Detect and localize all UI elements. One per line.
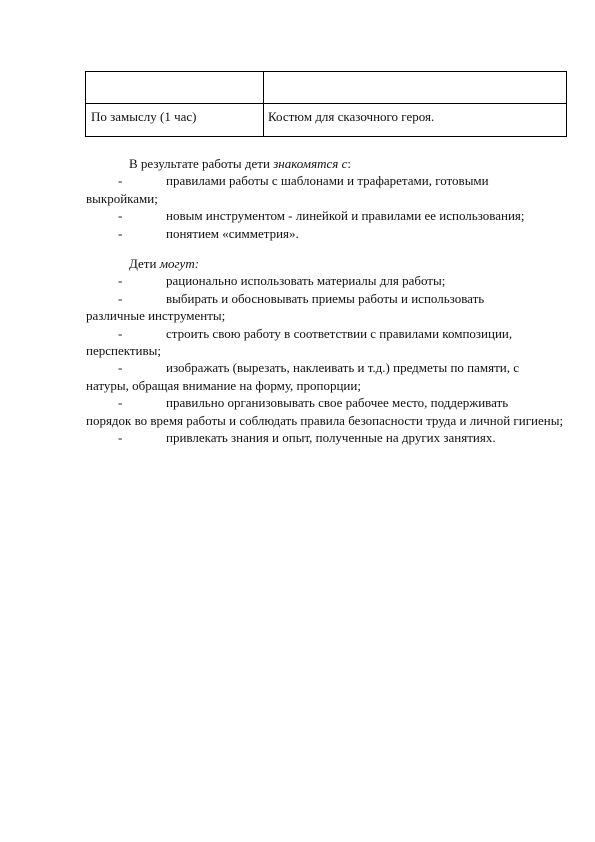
- table-cell-title: Костюм для сказочного героя.: [268, 109, 435, 124]
- section1-intro-suffix: :: [347, 156, 351, 171]
- list-item-continuation: различные инструменты;: [86, 308, 226, 324]
- list-item: [118, 429, 566, 446]
- section1-intro-italic: знакомятся с: [273, 156, 348, 171]
- list-item-text: правильно организовывать свое рабочее место, поддерживать: [166, 395, 509, 411]
- list-item-text: правилами работы с шаблонами и трафаретами, готовыми: [166, 173, 489, 189]
- list-item-text: новым инструментом - линейкой и правилами ее использования;: [166, 208, 525, 224]
- list-item: [118, 172, 566, 189]
- list-bullet: -: [118, 430, 123, 446]
- table-row-divider: [86, 103, 566, 104]
- list-item-text: привлекать знания и опыт, полученные на других занятиях.: [166, 430, 496, 446]
- list-item-continuation: перспективы;: [86, 343, 161, 359]
- list-bullet: -: [118, 225, 123, 241]
- table-cell-topic: По замыслу (1 час): [91, 109, 197, 124]
- list-item: [118, 290, 566, 307]
- list-bullet: -: [118, 173, 123, 189]
- list-item-text: изображать (вырезать, наклеивать и т.д.) предметы по памяти, с: [166, 360, 519, 376]
- section2-intro-prefix: Дети: [129, 256, 160, 272]
- list-item: [118, 207, 566, 224]
- table-column-divider: [263, 72, 264, 136]
- list-item-continuation: натуры, обращая внимание на форму, пропорции;: [86, 377, 361, 393]
- schedule-table: [85, 71, 567, 137]
- section2-intro: [118, 255, 566, 272]
- section1-intro: [118, 155, 566, 172]
- list-item: [118, 325, 566, 342]
- list-item-text: рационально использовать материалы для работы;: [166, 273, 446, 289]
- list-item-text: выбирать и обосновывать приемы работы и использовать: [166, 290, 485, 306]
- list-bullet: -: [118, 360, 123, 376]
- list-item: [118, 225, 566, 242]
- list-item-text: строить свою работу в соответствии с правилами композиции,: [166, 325, 513, 341]
- list-bullet: -: [118, 325, 123, 341]
- list-item: [118, 272, 566, 289]
- section2-intro-italic: могут:: [159, 256, 200, 272]
- list-bullet: -: [118, 395, 123, 411]
- list-item: [118, 394, 566, 411]
- list-bullet: -: [118, 290, 123, 306]
- document-body: [86, 155, 566, 447]
- list-bullet: -: [118, 208, 123, 224]
- list-item-text: понятием «симметрия».: [166, 225, 299, 241]
- section1-intro-prefix: В результате работы дети: [129, 156, 274, 171]
- list-item-continuation: выкройками;: [86, 190, 158, 206]
- list-bullet: -: [118, 273, 123, 289]
- list-item-continuation: порядок во время работы и соблюдать правила безопасности труда и личной гигиены;: [86, 412, 564, 428]
- list-item: [118, 359, 566, 376]
- spacer: [118, 242, 566, 255]
